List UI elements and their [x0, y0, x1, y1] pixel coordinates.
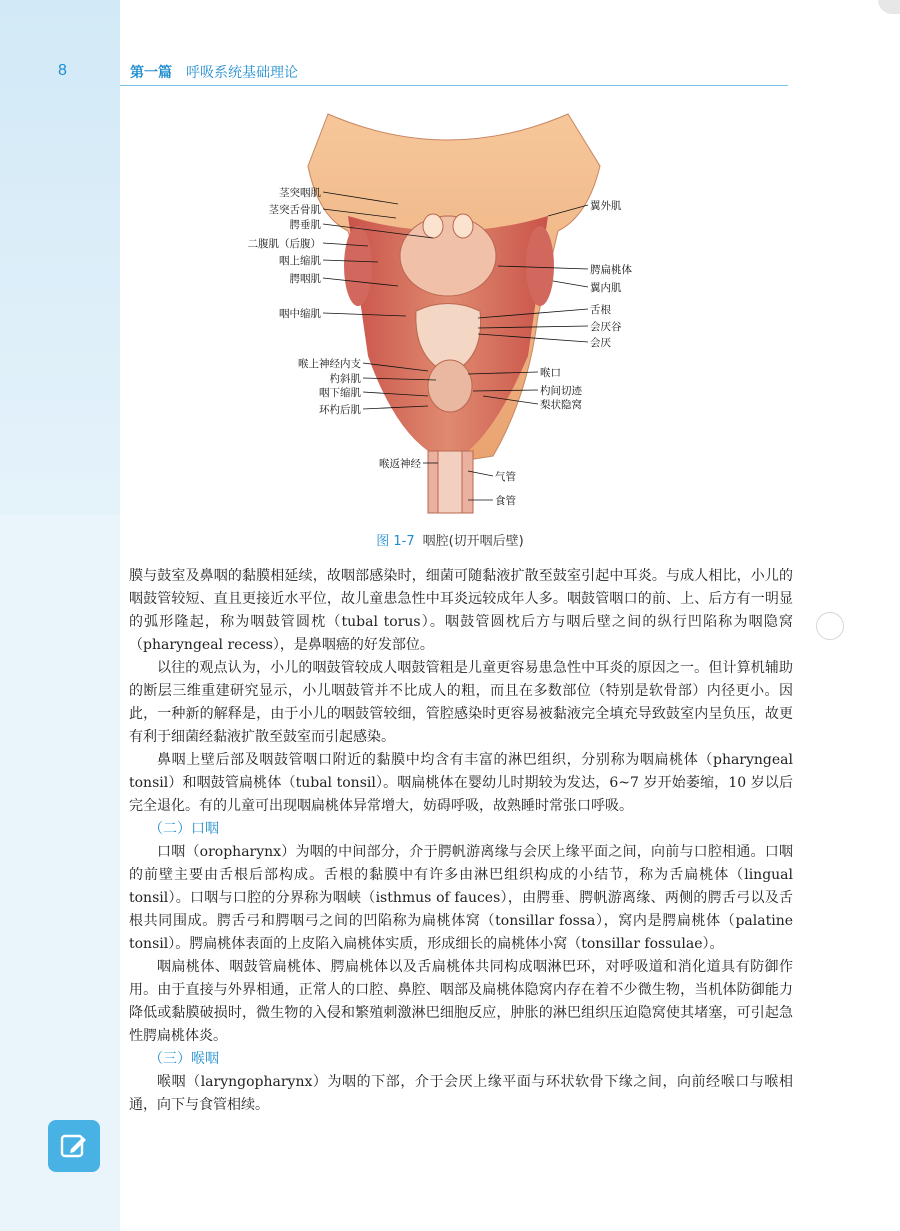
header-rule [120, 85, 788, 86]
paragraph: 喉咽（laryngopharynx）为咽的下部，介于会厌上缘平面与环状软骨下缘之间，向前经喉口与喉相通，向下与食管相续。 [129, 1074, 793, 1113]
pharynx-anatomy-drawing [228, 106, 668, 516]
watermark-stamp [816, 612, 844, 640]
label-stylopharyngeus: 茎突咽肌 [279, 187, 321, 199]
label-digastric: 二腹肌（后腹） [247, 238, 321, 250]
label-epiglottis: 会厌 [590, 337, 611, 349]
paragraph: 口咽（oropharynx）为咽的中间部分，介于腭帆游离缘与会厌上缘平面之间，向前与口腔相通。口咽的前壁主要由舌根后部构成。舌根的黏膜中有许多由淋巴组织构成的小结节，称为舌扁桃体（lingual tonsil）。口咽与口腔的分界称为咽峡（isthmus of fauces），由腭垂、腭帆游离缘、两侧的腭舌弓以及舌根共同围成。腭舌弓和腭咽弓之间的凹陷称为扁桃体窝（tonsillar fossa），窝内是腭扁桃体（palatine tonsil）。腭扁桃体表面的上皮陷入扁桃体实质，形成细长的扁桃体小窝（tonsillar fossulae）。 [129, 844, 793, 952]
label-posterior-cricoarytenoid: 环杓后肌 [319, 404, 361, 416]
section-heading-oropharynx: （二）口咽 [149, 821, 219, 837]
label-recurrent-laryngeal-nerve: 喉返神经 [379, 458, 421, 470]
note-button[interactable] [48, 1120, 100, 1172]
label-laryngeal-inlet: 喉口 [540, 367, 561, 379]
paragraph: 膜与鼓室及鼻咽的黏膜相延续，故咽部感染时，细菌可随黏液扩散至鼓室引起中耳炎。与成人相比，小儿的咽鼓管较短、直且更接近水平位，故儿童患急性中耳炎远较成年人多。咽鼓管咽口的前、上、后方有一明显的弧形隆起，称为咽鼓管圆枕（tubal torus）。咽鼓管圆枕后方与咽后壁之间的纵行凹陷称为咽隐窝（pharyngeal recess），是鼻咽癌的好发部位。 [129, 568, 793, 653]
figure-caption-text: 咽腔(切开咽后壁) [422, 534, 524, 549]
label-internal-laryngeal-nerve: 喉上神经内支 [298, 358, 361, 370]
label-piriform-recess: 梨状隐窝 [540, 399, 582, 411]
label-lateral-pterygoid: 翼外肌 [590, 200, 622, 212]
header-title: 呼吸系统基础理论 [186, 65, 298, 81]
body-text [129, 565, 793, 1117]
running-header [130, 62, 298, 82]
label-medial-pterygoid: 翼内肌 [590, 282, 622, 294]
pharynx-illustration [228, 106, 668, 516]
label-uvula-muscle: 腭垂肌 [289, 219, 321, 231]
page-number: 8 [58, 62, 67, 79]
label-oblique-arytenoid: 杓斜肌 [329, 373, 361, 385]
label-inferior-constrictor: 咽下缩肌 [319, 387, 361, 399]
label-palatine-tonsil: 腭扁桃体 [590, 264, 632, 276]
edit-note-icon [59, 1131, 89, 1161]
label-esophagus: 食管 [495, 495, 516, 507]
label-trachea: 气管 [495, 471, 516, 483]
paragraph: 以往的观点认为，小儿的咽鼓管较成人咽鼓管粗是儿童更容易患急性中耳炎的原因之一。但计算机辅助的断层三维重建研究显示，小儿咽鼓管并不比成人的粗，而且在多数部位（特别是软骨部）内径更小。因此，一种新的解释是，由于小儿的咽鼓管较细，管腔感染时更容易被黏液完全填充导致鼓室内呈负压，故更有利于细菌经黏液扩散至鼓室而引起感染。 [129, 660, 793, 745]
label-interarytenoid-notch: 杓间切迹 [540, 385, 582, 397]
paragraph: 咽扁桃体、咽鼓管扁桃体、腭扁桃体以及舌扁桃体共同构成咽淋巴环，对呼吸道和消化道具有防御作用。由于直接与外界相通，正常人的口腔、鼻腔、咽部及扁桃体隐窝内存在着不少微生物，当机体防御能力降低或黏膜破损时，微生物的入侵和繁殖刺激淋巴细胞反应，肿胀的淋巴组织压迫隐窝使其堵塞，可引起急性腭扁桃体炎。 [129, 959, 793, 1044]
figure-caption [0, 530, 900, 549]
label-stylohyoid: 茎突舌骨肌 [268, 204, 321, 216]
page-corner [878, 0, 900, 14]
header-part: 第一篇 [130, 65, 172, 81]
label-vallecula: 会厌谷 [590, 321, 622, 333]
figure-number: 图 1-7 [376, 534, 415, 549]
label-middle-constrictor: 咽中缩肌 [279, 308, 321, 320]
paragraph: 鼻咽上壁后部及咽鼓管咽口附近的黏膜中均含有丰富的淋巴组织，分别称为咽扁桃体（pharyngeal tonsil）和咽鼓管扁桃体（tubal tonsil）。咽扁桃体在婴幼儿时期较为发达，6~7 岁开始萎缩，10 岁以后完全退化。有的儿童可出现咽扁桃体异常增大，妨碍呼吸，故熟睡时常张口呼吸。 [129, 752, 793, 814]
label-tongue-root: 舌根 [590, 304, 611, 316]
label-superior-constrictor: 咽上缩肌 [279, 255, 321, 267]
label-palatopharyngeus: 腭咽肌 [289, 273, 321, 285]
section-heading-laryngopharynx: （三）喉咽 [149, 1051, 219, 1067]
